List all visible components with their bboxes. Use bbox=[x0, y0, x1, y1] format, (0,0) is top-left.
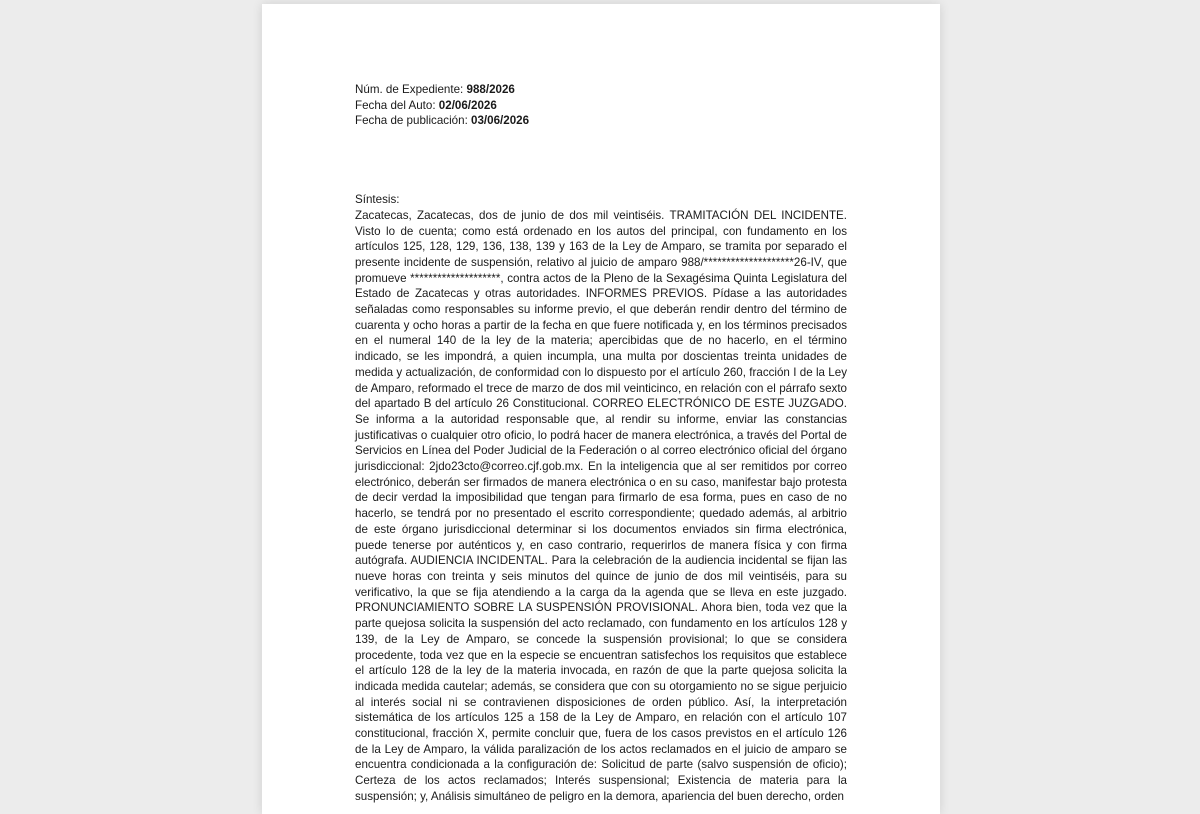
document-page bbox=[262, 4, 940, 814]
fecha-auto-label: Fecha del Auto: bbox=[355, 98, 439, 112]
expediente-label: Núm. de Expediente: bbox=[355, 83, 467, 96]
synthesis-label: Síntesis: bbox=[355, 193, 400, 207]
fecha-publicacion-line bbox=[355, 113, 847, 129]
fecha-publicacion-value: 03/06/2026 bbox=[471, 114, 530, 128]
expediente-value: 988/2026 bbox=[466, 83, 515, 96]
document-content bbox=[355, 82, 847, 805]
synthesis-body: Zacatecas, Zacatecas, dos de junio de dos mil veintiséis. TRAMITACIÓN DEL INCIDENTE. Visto lo de cuenta; como está ordenado en los autos del principal, con fundamento en los artículos 125, 128, 129, 136, 138, 139 y 163 de la Ley de Amparo, se tramita por separado el presente incidente de suspensión, relativo al juicio de amparo 988/********************26-IV, que promueve ********************, contra actos de la Pleno de la Sexagésima Quinta Legislatura del Estado de Zacatecas y otras autoridades. INFORMES PREVIOS. Pídase a las autoridades señaladas como responsables su informe previo, el que deberán rendir dentro del término de cuarenta y ocho horas a partir de la fecha en que fuere notificada y, en los términos precisados en el numeral 140 de la ley de la materia; apercibidas que de no hacerlo, en el término indicado, se les impondrá, a quien incumpla, una multa por doscientas treinta unidades de medida y actualización, de conformidad con lo dispuesto por el artículo 260, fracción I de la Ley de Amparo, reformado el trece de marzo de dos mil veinticinco, en relación con el párrafo sexto del apartado B del artículo 26 Constitucional. CORREO ELECTRÓNICO DE ESTE JUZGADO. Se informa a la autoridad responsable que, al rendir su informe, enviar las constancias justificativas o cualquier otro oficio, lo podrá hacer de manera electrónica, a través del Portal de Servicios en Línea del Poder Judicial de la Federación o al correo electrónico oficial del órgano jurisdiccional: 2jdo23cto@correo.cjf.gob.mx. En la inteligencia que al ser remitidos por correo electrónico, deberán ser firmados de manera electrónica o en su caso, manifestar bajo protesta de decir verdad la imposibilidad que tengan para firmarlo de esa forma, pues en caso de no hacerlo, se tendrá por no presentado el escrito correspondiente; quedado además, al arbitrio de este órgano jurisdiccional determinar si los documentos enviados sin firma electrónica, puede tenerse por auténticos y, en caso contrario, requerirlos de manera física y con firma autógrafa. AUDIENCIA INCIDENTAL. Para la celebración de la audiencia incidental se fijan las nueve horas con treinta y seis minutos del quince de junio de dos mil veintiséis, para su verificativo, la que se fija atendiendo a la carga da la agenda que se lleva en este juzgado. PRONUNCIAMIENTO SOBRE LA SUSPENSIÓN PROVISIONAL. Ahora bien, toda vez que la parte quejosa solicita la suspensión del acto reclamado, con fundamento en los artículos 128 y 139, de la Ley de Amparo, se concede la suspensión provisional; lo que se considera procedente, toda vez que en la especie se encuentran satisfechos los requisitos que establece el artículo 128 de la ley de la materia invocada, en razón de que la parte quejosa solicita la indicada medida cautelar; además, se considera que con su otorgamiento no se sigue perjuicio al interés social ni se contravienen disposiciones de orden público. Así, la interpretación sistemática de los artículos 125 a 158 de la Ley de Amparo, en relación con el artículo 107 constitucional, fracción X, permite concluir que, fuera de los casos previstos en el artículo 126 de la Ley de Amparo, la válida paralización de los actos reclamados en el juicio de amparo se encuentra condicionada a la configuración de: Solicitud de parte (salvo suspensión de oficio); Certeza de los actos reclamados; Interés suspensional; Existencia de materia para la suspensión; y, Análisis simultáneo de peligro en la demora, apariencia del buen derecho, orden bbox=[355, 208, 847, 803]
fecha-auto-line bbox=[355, 98, 847, 114]
fecha-auto-value: 02/06/2026 bbox=[438, 98, 497, 112]
expediente-line bbox=[355, 82, 847, 98]
fecha-publicacion-label: Fecha de publicación: bbox=[355, 114, 472, 128]
